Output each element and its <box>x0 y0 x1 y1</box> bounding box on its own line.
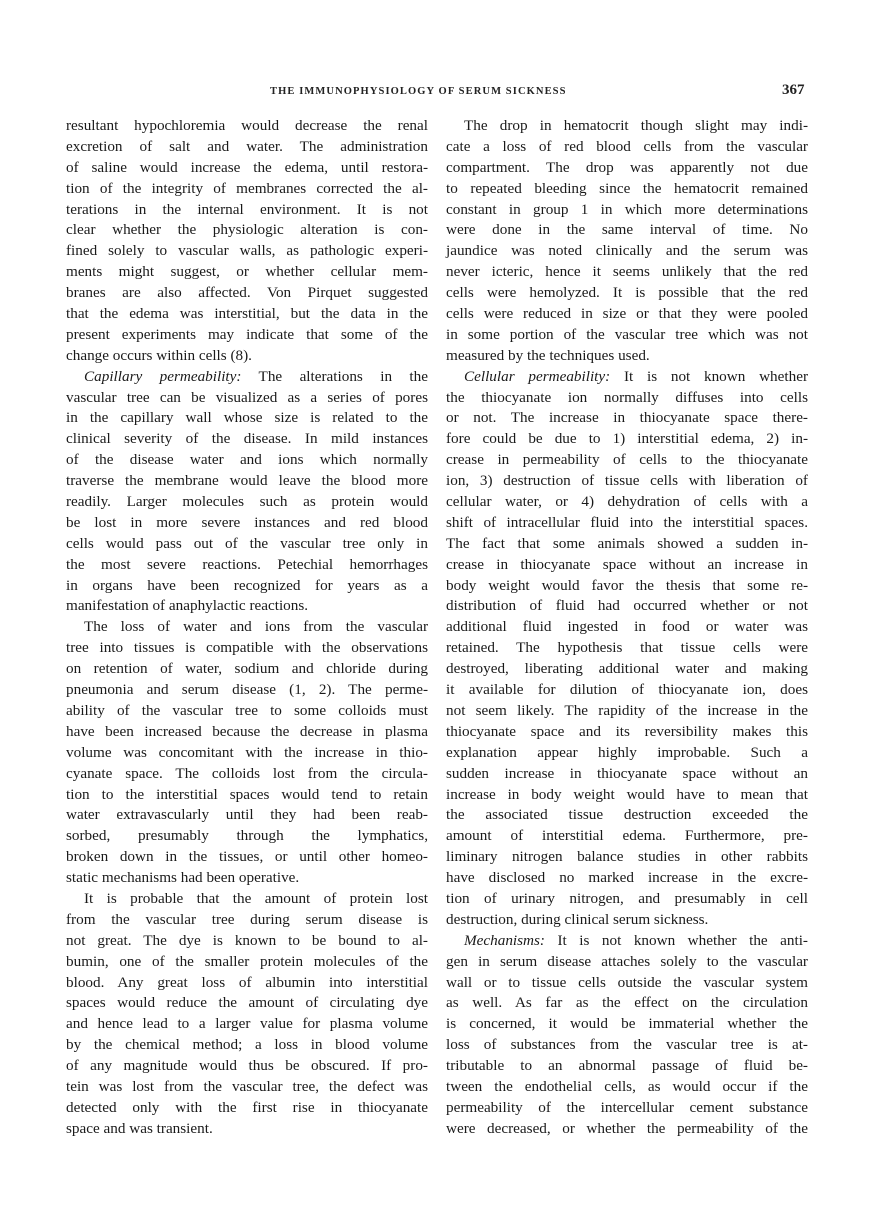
text-line <box>66 325 428 346</box>
line-text: tree into tissues is compatible with the observations <box>66 639 428 657</box>
text-line <box>446 367 808 388</box>
line-text: distribution of fluid had occurred whether or not <box>446 597 808 615</box>
text-line <box>446 889 808 910</box>
text-line <box>66 492 428 513</box>
line-text: compartment. The drop was apparently not due <box>446 158 808 176</box>
text-line <box>66 596 428 617</box>
text-line <box>446 325 808 346</box>
line-text: cellular water, or 4) dehydration of cells with a <box>446 493 808 511</box>
text-line <box>66 868 428 889</box>
text-line <box>66 973 428 994</box>
text-line <box>446 450 808 471</box>
text-line <box>446 346 808 367</box>
line-text: traverse the membrane would leave the blood more <box>66 472 428 490</box>
text-line <box>446 952 808 973</box>
line-text: cate a loss of red blood cells from the vascular <box>446 137 808 155</box>
line-text: fore could be due to 1) interstitial edema, 2) in- <box>446 430 808 448</box>
line-text: or not. The increase in thiocyanate space there- <box>446 409 808 427</box>
text-line <box>446 680 808 701</box>
text-line <box>66 617 428 638</box>
line-text: it available for dilution of thiocyanate ion, does <box>446 681 808 699</box>
line-text: excretion of salt and water. The administration <box>66 137 428 155</box>
text-line <box>446 200 808 221</box>
line-text: have disclosed no marked increase in the excre- <box>446 869 808 887</box>
line-text: that the edema was interstitial, but the data in the <box>66 305 428 323</box>
line-text: sorbed, presumably through the lymphatics, <box>66 827 428 845</box>
line-text: jaundice was noted clinically and the serum was <box>446 242 808 260</box>
text-line <box>66 952 428 973</box>
text-line <box>66 638 428 659</box>
text-line <box>446 388 808 409</box>
text-line <box>66 1014 428 1035</box>
line-text: destroyed, liberating additional water and making <box>446 660 808 678</box>
text-line <box>66 408 428 429</box>
text-line <box>446 304 808 325</box>
text-line <box>446 283 808 304</box>
text-line <box>446 973 808 994</box>
line-text: tion to the interstitial spaces would tend to retain <box>66 785 428 803</box>
line-text: bumin, one of the smaller protein molecules of the <box>66 952 428 970</box>
line-text: cells would pass out of the vascular tree only in <box>66 534 428 552</box>
text-line <box>66 220 428 241</box>
line-text: volume was concomitant with the increase in thio- <box>66 743 428 761</box>
text-line <box>446 513 808 534</box>
text-line <box>446 910 808 931</box>
line-text: permeability of the intercellular cement substance <box>446 1098 808 1116</box>
text-line <box>446 617 808 638</box>
text-line <box>66 680 428 701</box>
text-line <box>446 1119 808 1140</box>
line-text: of the disease water and ions which normally <box>66 451 428 469</box>
text-line <box>66 1035 428 1056</box>
text-line <box>446 158 808 179</box>
text-line <box>446 868 808 889</box>
line-text: not great. The dye is known to be bound to al- <box>66 931 428 949</box>
text-line <box>446 743 808 764</box>
left-column <box>66 116 428 1140</box>
text-line <box>446 722 808 743</box>
text-line <box>446 220 808 241</box>
line-text: by the chemical method; a loss in blood volume <box>66 1036 428 1054</box>
text-line <box>446 116 808 137</box>
text-line <box>446 1056 808 1077</box>
line-text: tion of the integrity of membranes corrected the al- <box>66 179 428 197</box>
line-text: clinical severity of the disease. In mild instances <box>66 430 428 448</box>
line-text: cells were hemolyzed. It is possible that the red <box>446 284 808 302</box>
line-text: branes are also affected. Von Pirquet suggested <box>66 284 428 302</box>
text-line <box>446 534 808 555</box>
text-line <box>446 701 808 722</box>
text-line <box>66 429 428 450</box>
text-line <box>446 764 808 785</box>
text-line <box>446 576 808 597</box>
line-text: fined solely to vascular walls, as pathologic experi- <box>66 242 428 260</box>
text-line <box>66 659 428 680</box>
line-text: and hence lead to a larger value for plasma volume <box>66 1015 428 1033</box>
line-text: body weight would favor the thesis that some re- <box>446 576 808 594</box>
text-line <box>66 910 428 931</box>
text-line <box>66 450 428 471</box>
text-line <box>66 367 428 388</box>
line-text: resultant hypochloremia would decrease the renal <box>66 117 428 134</box>
text-line <box>66 137 428 158</box>
text-line <box>446 429 808 450</box>
text-line <box>446 826 808 847</box>
line-text: in some portion of the vascular tree which was not <box>446 325 808 343</box>
line-text: amount of interstitial edema. Furthermore, pre- <box>446 827 808 845</box>
text-line <box>66 116 428 137</box>
text-line <box>446 785 808 806</box>
line-text: increase in body weight would have to mean that <box>446 785 808 803</box>
text-line <box>446 241 808 262</box>
text-line <box>66 471 428 492</box>
line-text: thiocyanate space and its reversibility makes this <box>446 722 808 740</box>
text-line <box>446 408 808 429</box>
text-line <box>446 659 808 680</box>
line-text: change occurs within cells (8). <box>66 346 252 364</box>
line-text: terations in the internal environment. It is not <box>66 200 428 218</box>
text-line <box>66 1098 428 1119</box>
text-line <box>66 534 428 555</box>
text-line <box>66 1119 428 1140</box>
line-text: is concerned, it would be immaterial whether the <box>446 1015 808 1033</box>
line-text: It is not known whether the anti- <box>544 931 808 949</box>
line-text: cells were reduced in size or that they were pooled <box>446 305 808 323</box>
line-text: were done in the same interval of time. No <box>446 221 808 239</box>
line-text: tributable to an abnormal passage of fluid be- <box>446 1057 808 1075</box>
line-text: were decreased, or whether the permeability of the <box>446 1119 808 1137</box>
line-text: additional fluid ingested in food or water was <box>446 618 808 636</box>
line-text: as well. As far as the effect on the circulation <box>446 994 808 1012</box>
line-text: not seem likely. The rapidity of the increase in the <box>446 701 808 719</box>
line-text: detected only with the first rise in thiocyanate <box>66 1098 428 1116</box>
text-line <box>446 555 808 576</box>
text-line <box>66 805 428 826</box>
line-text: water extravascularly until they had been reab- <box>66 806 428 824</box>
line-text: The alterations in the <box>241 367 428 385</box>
text-line <box>66 158 428 179</box>
line-text: explanation appear highly improbable. Such a <box>446 743 808 761</box>
line-text: the associated tissue destruction exceeded the <box>446 806 808 824</box>
text-line <box>66 785 428 806</box>
right-column <box>446 116 808 1140</box>
text-line <box>446 1098 808 1119</box>
text-line <box>66 743 428 764</box>
text-line <box>446 1077 808 1098</box>
line-text: present experiments may indicate that some of the <box>66 325 428 343</box>
line-text: constant in group 1 in which more determinations <box>446 200 808 218</box>
line-text: retained. The hypothesis that tissue cells were <box>446 639 808 657</box>
section-heading: Mechanisms: <box>464 931 545 949</box>
line-text: space and was transient. <box>66 1119 213 1137</box>
line-text: blood. Any great loss of albumin into interstitial <box>66 973 428 991</box>
line-text: The loss of water and ions from the vascular <box>84 618 428 636</box>
line-text: liminary nitrogen balance studies in other rabbits <box>446 848 808 866</box>
text-line <box>66 388 428 409</box>
line-text: static mechanisms had been operative. <box>66 869 300 887</box>
text-line <box>66 931 428 952</box>
line-text: It is probable that the amount of protein lost <box>84 889 428 907</box>
line-text: the most severe reactions. Petechial hemorrhages <box>66 555 428 573</box>
text-line <box>66 993 428 1014</box>
line-text: the thiocyanate ion normally diffuses into cells <box>446 388 808 406</box>
text-line <box>66 200 428 221</box>
line-text: crease in thiocyanate space without an increase in <box>446 555 808 573</box>
line-text: The fact that some animals showed a sudden in- <box>446 534 808 552</box>
line-text: measured by the techniques used. <box>446 346 650 364</box>
line-text: vascular tree can be visualized as a series of pores <box>66 388 428 406</box>
line-text: ments might suggest, or whether cellular mem- <box>66 263 428 281</box>
text-line <box>446 596 808 617</box>
line-text: be lost in more severe instances and red blood <box>66 513 428 531</box>
line-text: in organs have been recognized for years as a <box>66 576 428 594</box>
text-line <box>446 1014 808 1035</box>
page-number: 367 <box>782 82 805 98</box>
line-text: broken down in the tissues, or until other homeo- <box>66 848 428 866</box>
line-text: It is not known whether <box>610 367 808 385</box>
text-line <box>66 555 428 576</box>
text-line <box>446 471 808 492</box>
line-text: tein was lost from the vascular tree, the defect was <box>66 1077 428 1095</box>
text-line <box>66 179 428 200</box>
text-line <box>446 847 808 868</box>
line-text: in the capillary wall whose size is related to the <box>66 409 428 427</box>
section-heading: Cellular permeability: <box>464 367 611 385</box>
line-text: tion of urinary nitrogen, and presumably in cell <box>446 889 808 907</box>
text-line <box>446 993 808 1014</box>
line-text: loss of substances from the vascular tree is at- <box>446 1036 808 1054</box>
text-line <box>66 513 428 534</box>
text-line <box>66 262 428 283</box>
text-line <box>66 889 428 910</box>
line-text: spaces would reduce the amount of circulating dye <box>66 994 428 1012</box>
line-text: of saline would increase the edema, until restora- <box>66 158 428 176</box>
section-heading: Capillary permeability: <box>84 367 242 385</box>
line-text: manifestation of anaphylactic reactions. <box>66 597 309 615</box>
text-line <box>66 304 428 325</box>
text-line <box>446 492 808 513</box>
text-line <box>446 262 808 283</box>
text-line <box>66 1077 428 1098</box>
line-text: ion, 3) destruction of tissue cells with liberation of <box>446 472 808 490</box>
line-text: never icteric, hence it seems unlikely that the red <box>446 263 808 281</box>
text-line <box>66 722 428 743</box>
text-line <box>66 283 428 304</box>
text-line <box>446 638 808 659</box>
text-line <box>66 576 428 597</box>
text-line <box>66 764 428 785</box>
text-line <box>66 241 428 262</box>
text-line <box>66 826 428 847</box>
line-text: tween the endothelial cells, as would occur if the <box>446 1077 808 1095</box>
text-line <box>66 701 428 722</box>
line-text: of any magnitude would thus be obscured. If pro- <box>66 1057 428 1075</box>
text-line <box>446 1035 808 1056</box>
line-text: crease in permeability of cells to the thiocyanate <box>446 451 808 469</box>
line-text: from the vascular tree during serum disease is <box>66 910 428 928</box>
text-line <box>446 179 808 200</box>
line-text: wall or to tissue cells outside the vascular system <box>446 973 808 991</box>
text-line <box>66 1056 428 1077</box>
text-line <box>446 931 808 952</box>
line-text: readily. Larger molecules such as protein would <box>66 493 428 511</box>
line-text: have been increased because the decrease in plasma <box>66 722 428 740</box>
running-title: THE IMMUNOPHYSIOLOGY OF SERUM SICKNESS <box>270 86 567 97</box>
line-text: destruction, during clinical serum sickness. <box>446 910 709 928</box>
text-line <box>446 137 808 158</box>
line-text: on retention of water, sodium and chloride during <box>66 660 428 678</box>
line-text: The drop in hematocrit though slight may indi- <box>464 117 808 134</box>
line-text: shift of intracellular fluid into the interstitial spaces. <box>446 513 808 531</box>
line-text: clear whether the physiologic alteration is con- <box>66 221 428 239</box>
line-text: ability of the vascular tree to some colloids must <box>66 701 428 719</box>
running-header <box>0 82 880 106</box>
text-line <box>66 847 428 868</box>
line-text: sudden increase in thiocyanate space without an <box>446 764 808 782</box>
text-line <box>66 346 428 367</box>
text-line <box>446 805 808 826</box>
line-text: to repeated bleeding since the hematocrit remained <box>446 179 808 197</box>
line-text: gen in serum disease attaches solely to the vascular <box>446 952 808 970</box>
line-text: pneumonia and serum disease (1, 2). The perme- <box>66 681 428 699</box>
line-text: cyanate space. The colloids lost from the circula- <box>66 764 428 782</box>
